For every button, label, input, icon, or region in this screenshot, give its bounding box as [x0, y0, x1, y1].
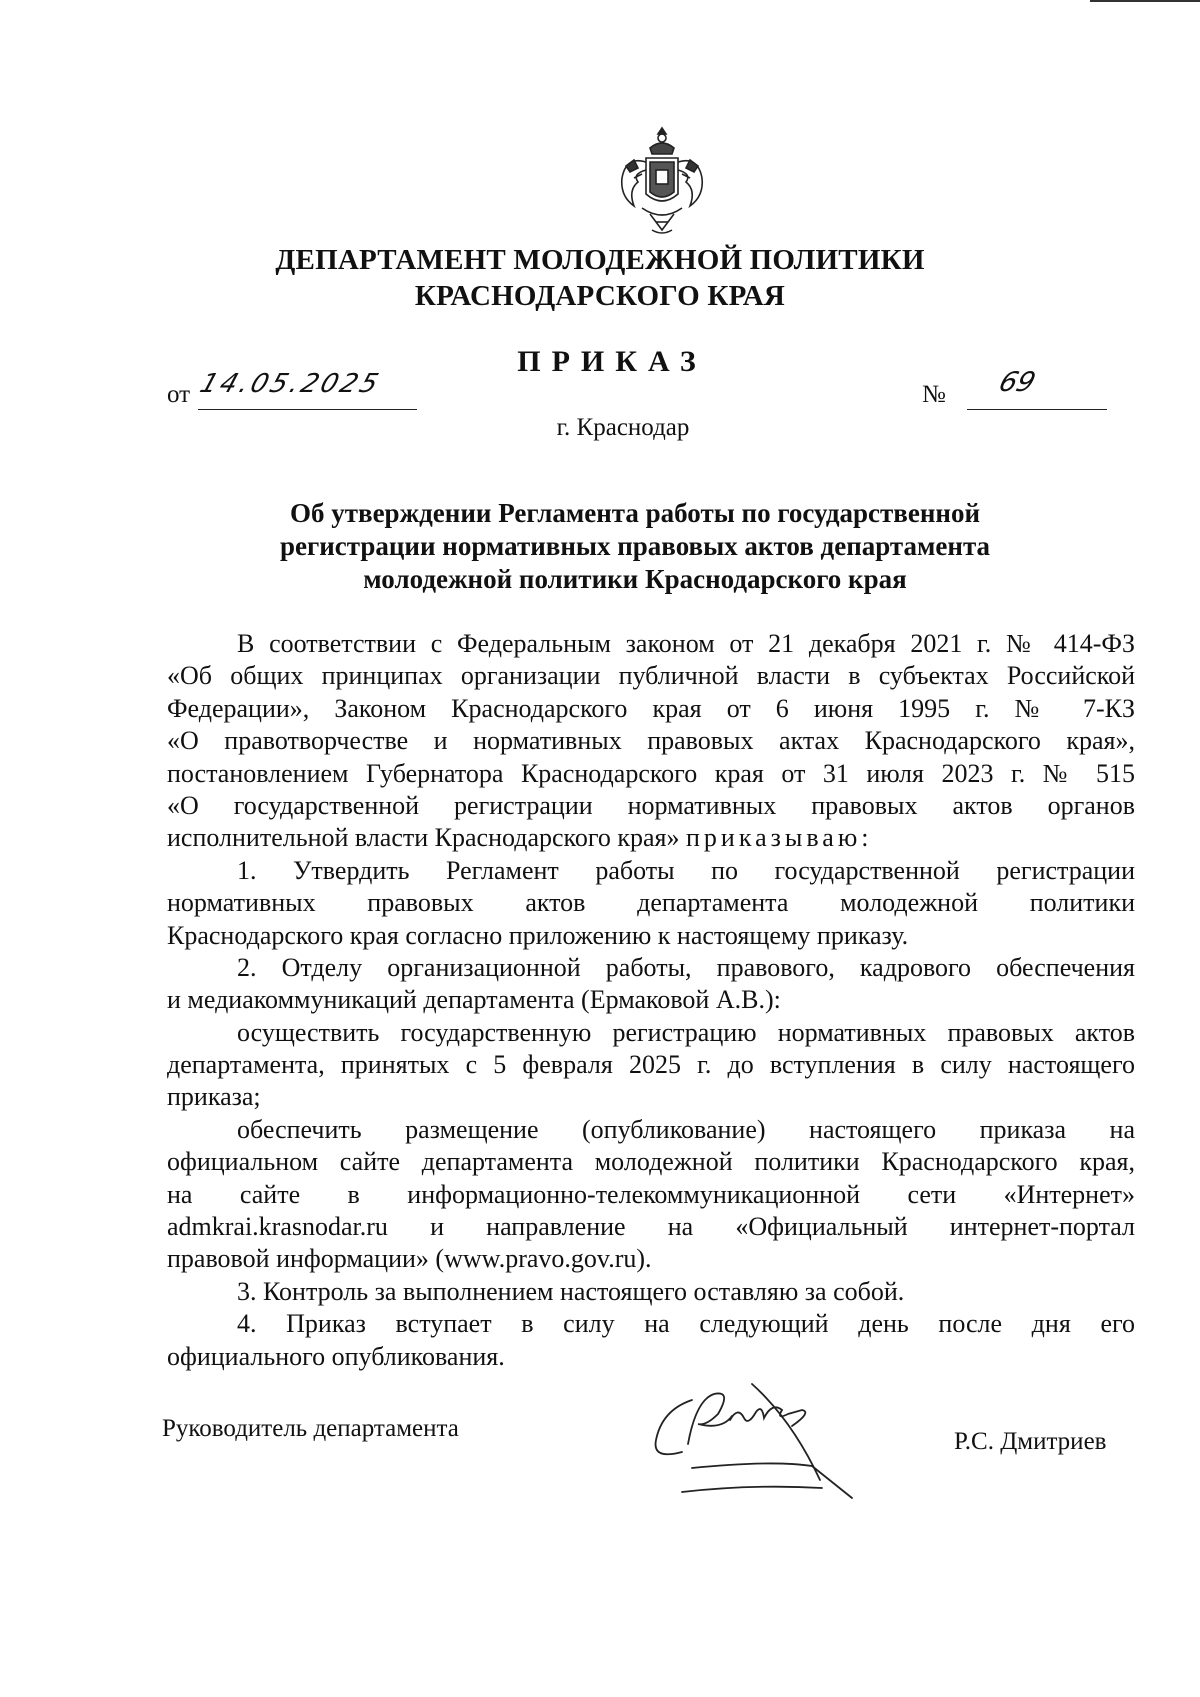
item-2b-line: обеспечить размещение (опубликование) настоящего приказа на [237, 1114, 1135, 1144]
top-edge-line [1090, 0, 1200, 2]
item-2a-line: департамента, принятых с 5 февраля 2025 г. до вступления в силу настоящего [167, 1050, 1135, 1080]
department-name-line-1: ДЕПАРТАМЕНТ МОЛОДЕЖНОЙ ПОЛИТИКИ [275, 244, 925, 276]
document-type-heading: ПРИКАЗ [517, 345, 707, 378]
title-line: регистрации нормативных правовых актов департамента [279, 531, 991, 561]
date-underline [198, 409, 417, 410]
item-2b-line: admkrai.krasnodar.ru и направление на «Официальный интернет-портал [167, 1212, 1135, 1242]
signatory-position: Руководитель департамента [162, 1415, 459, 1442]
preamble-line: Федерации», Законом Краснодарского края от 6 июня 1995 г. № 7-КЗ [167, 693, 1135, 723]
document-body [167, 628, 1135, 1373]
preamble-line: «О государственной регистрации нормативных правовых актов органов [167, 790, 1135, 820]
coat-of-arms-icon [612, 126, 712, 238]
date-prefix: от [167, 381, 191, 408]
signatory-name: Р.С. Дмитриев [954, 1428, 1107, 1455]
number-value: 69 [994, 367, 1040, 398]
preamble-line: В соответствии с Федеральным законом от 21 декабря 2021 г. № 414-ФЗ [237, 629, 1135, 658]
date-value: 14.05.2025 [196, 369, 385, 399]
item-2b-line: на сайте в информационно-телекоммуникационной сети «Интернет» [167, 1179, 1135, 1209]
item-1-line: Краснодарского края согласно приложению к настоящему приказу. [167, 920, 909, 950]
preamble-line: «О правотворчестве и нормативных правовых актах Краснодарского края», [167, 726, 1135, 756]
city-line: г. Краснодар [556, 414, 690, 441]
item-2b-line: официальном сайте департамента молодежной политики Краснодарского края, [167, 1147, 1135, 1177]
item-3-line: 3. Контроль за выполнением настоящего оставляю за собой. [237, 1276, 905, 1306]
item-4-line: официального опубликования. [167, 1341, 505, 1371]
item-2a-line: осуществить государственную регистрацию нормативных правовых актов [237, 1017, 1135, 1047]
preamble-line: «Об общих принципах организации публичной власти в субъектах Российской [167, 661, 1135, 691]
item-2-line: и медиакоммуникаций департамента (Ермаковой А.В.): [167, 985, 781, 1015]
document-title [240, 497, 1030, 596]
item-2b-line: правовой информации» (www.pravo.gov.ru). [167, 1244, 652, 1274]
item-1-line: нормативных правовых актов департамента молодежной политики [167, 888, 1135, 918]
order-word: приказываю: [686, 823, 873, 853]
item-4-line: 4. Приказ вступает в силу на следующий день после дня его [237, 1309, 1135, 1339]
handwritten-signature [652, 1380, 892, 1500]
item-1-line: 1. Утвердить Регламент работы по государственной регистрации [237, 855, 1135, 885]
title-line: Об утверждении Регламента работы по государственной [289, 498, 981, 528]
date-field [167, 369, 385, 409]
preamble-last-line [167, 822, 1135, 854]
preamble-line: постановлением Губернатора Краснодарского края от 31 июля 2023 г. № 515 [167, 758, 1135, 788]
number-prefix: № [922, 381, 946, 408]
department-name-line-2: КРАСНОДАРСКОГО КРАЯ [414, 280, 786, 312]
title-line: молодежной политики Краснодарского края [363, 564, 907, 594]
item-2-line: 2. Отделу организационной работы, правового, кадрового обеспечения [237, 952, 1135, 982]
item-2a-line: приказа; [167, 1082, 261, 1112]
number-underline [967, 409, 1107, 410]
number-field [922, 367, 1040, 409]
preamble-line: исполнительной власти Краснодарского края» [167, 823, 680, 853]
